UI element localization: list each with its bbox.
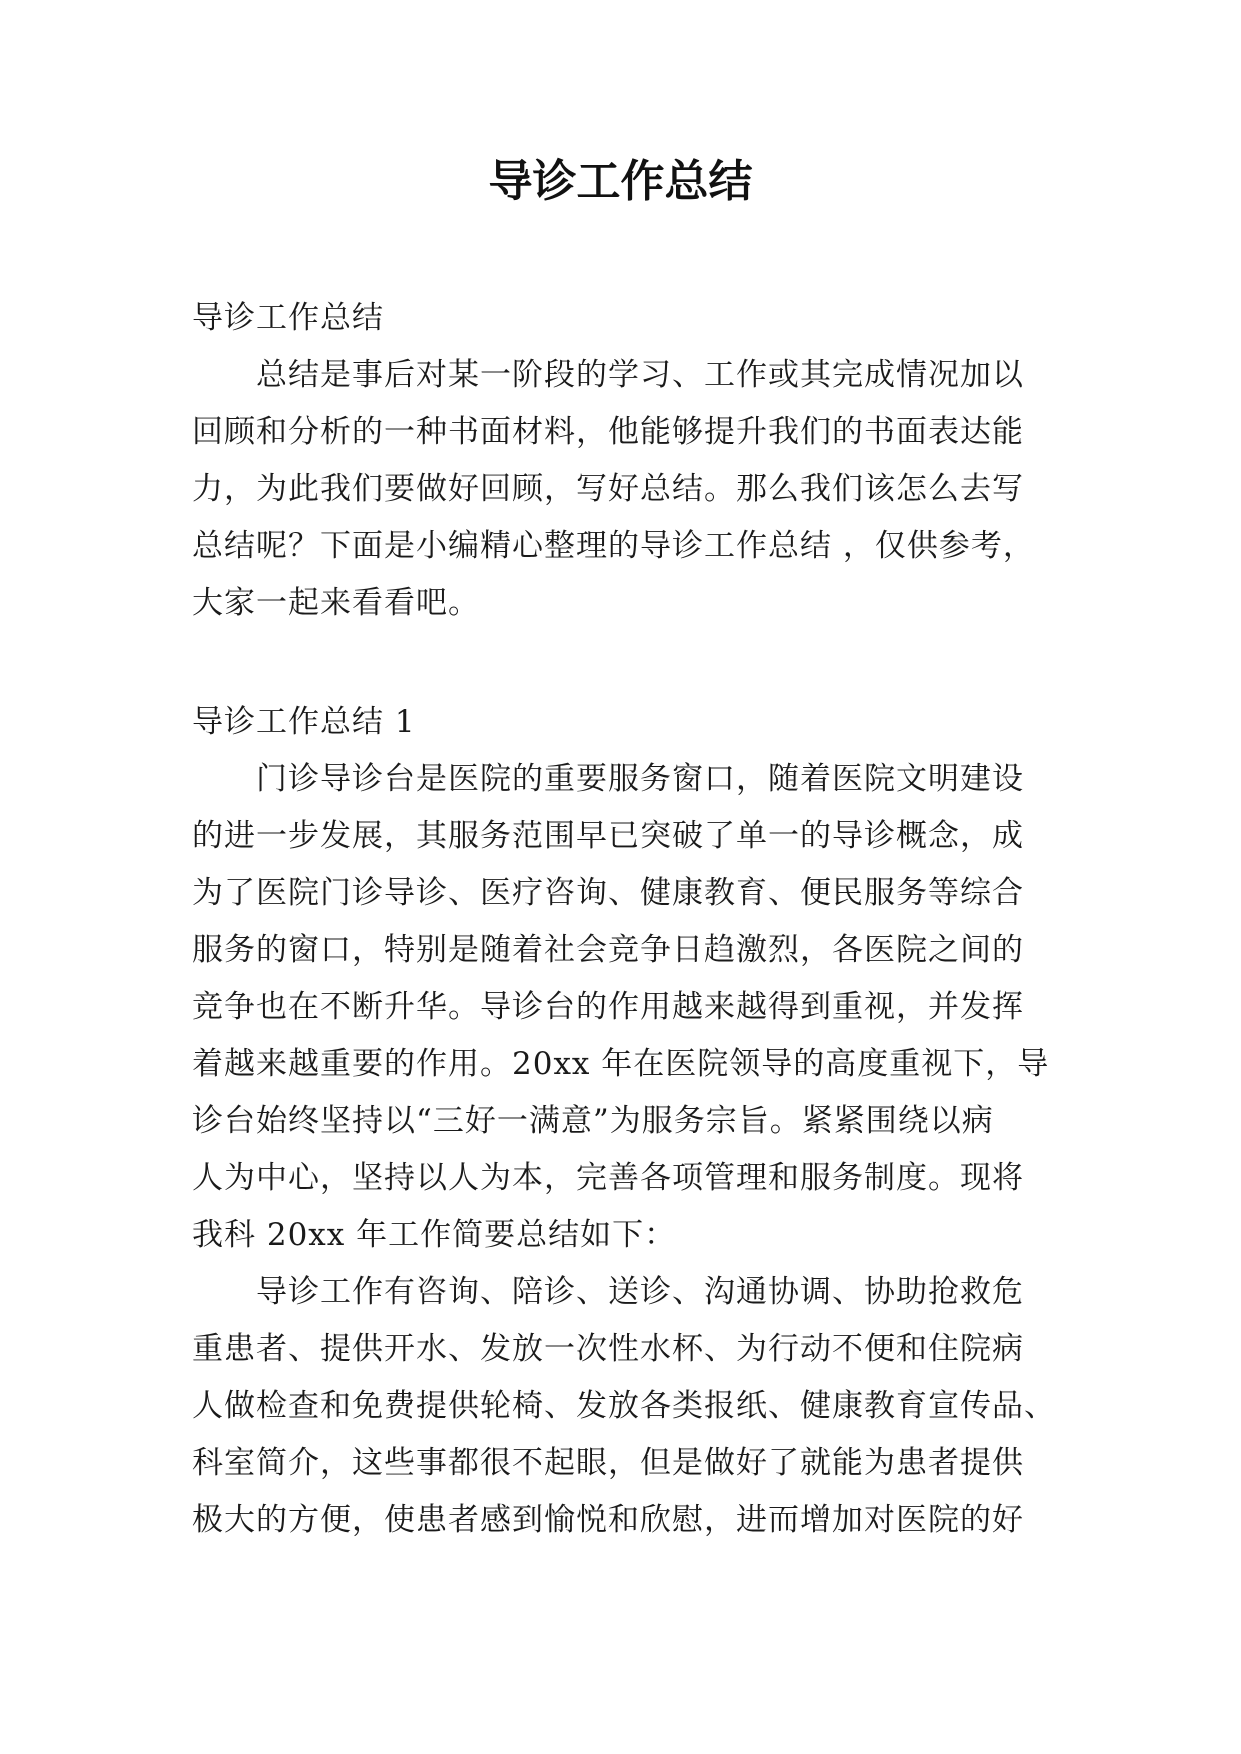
paragraph-line: 科室简介，这些事都很不起眼，但是做好了就能为患者提供 [192, 1445, 1024, 1481]
paragraph-line: 竞争也在不断升华。导诊台的作用越来越得到重视，并发挥 [192, 989, 1024, 1025]
paragraph-line: 极大的方便，使患者感到愉悦和欣慰，进而增加对医院的好 [192, 1502, 1024, 1538]
paragraph-line: 诊台始终坚持以“三好一满意”为服务宗旨。紧紧围绕以病 [192, 1103, 994, 1139]
paragraph-line: 人做检查和免费提供轮椅、发放各类报纸、健康教育宣传品、 [192, 1388, 1056, 1424]
section-heading: 导诊工作总结 [192, 300, 384, 336]
paragraph-line: 的进一步发展，其服务范围早已突破了单一的导诊概念，成 [192, 818, 1024, 854]
paragraph-line: 为了医院门诊导诊、医疗咨询、健康教育、便民服务等综合 [192, 875, 1024, 911]
paragraph-line: 门诊导诊台是医院的重要服务窗口，随着医院文明建设 [256, 761, 1024, 797]
paragraph-line: 着越来越重要的作用。20xx 年在医院领导的高度重视下，导 [192, 1046, 1050, 1082]
paragraph-line: 我科 20xx 年工作简要总结如下： [192, 1217, 677, 1253]
section-heading: 导诊工作总结 1 [192, 704, 416, 740]
paragraph-line: 大家一起来看看吧。 [192, 585, 480, 621]
page-title: 导诊工作总结 [488, 156, 753, 207]
paragraph-line: 总结呢？下面是小编精心整理的导诊工作总结 ，仅供参考， [192, 528, 1035, 564]
paragraph-line: 导诊工作有咨询、陪诊、送诊、沟通协调、协助抢救危 [256, 1274, 1024, 1310]
paragraph-line: 重患者、提供开水、发放一次性水杯、为行动不便和住院病 [192, 1331, 1024, 1367]
paragraph-line: 力，为此我们要做好回顾，写好总结。那么我们该怎么去写 [192, 471, 1024, 507]
paragraph-line: 服务的窗口，特别是随着社会竞争日趋激烈，各医院之间的 [192, 932, 1024, 968]
paragraph-line: 总结是事后对某一阶段的学习、工作或其完成情况加以 [256, 357, 1024, 393]
paragraph-line: 回顾和分析的一种书面材料，他能够提升我们的书面表达能 [192, 414, 1024, 450]
paragraph-line: 人为中心，坚持以人为本，完善各项管理和服务制度。现将 [192, 1160, 1024, 1196]
